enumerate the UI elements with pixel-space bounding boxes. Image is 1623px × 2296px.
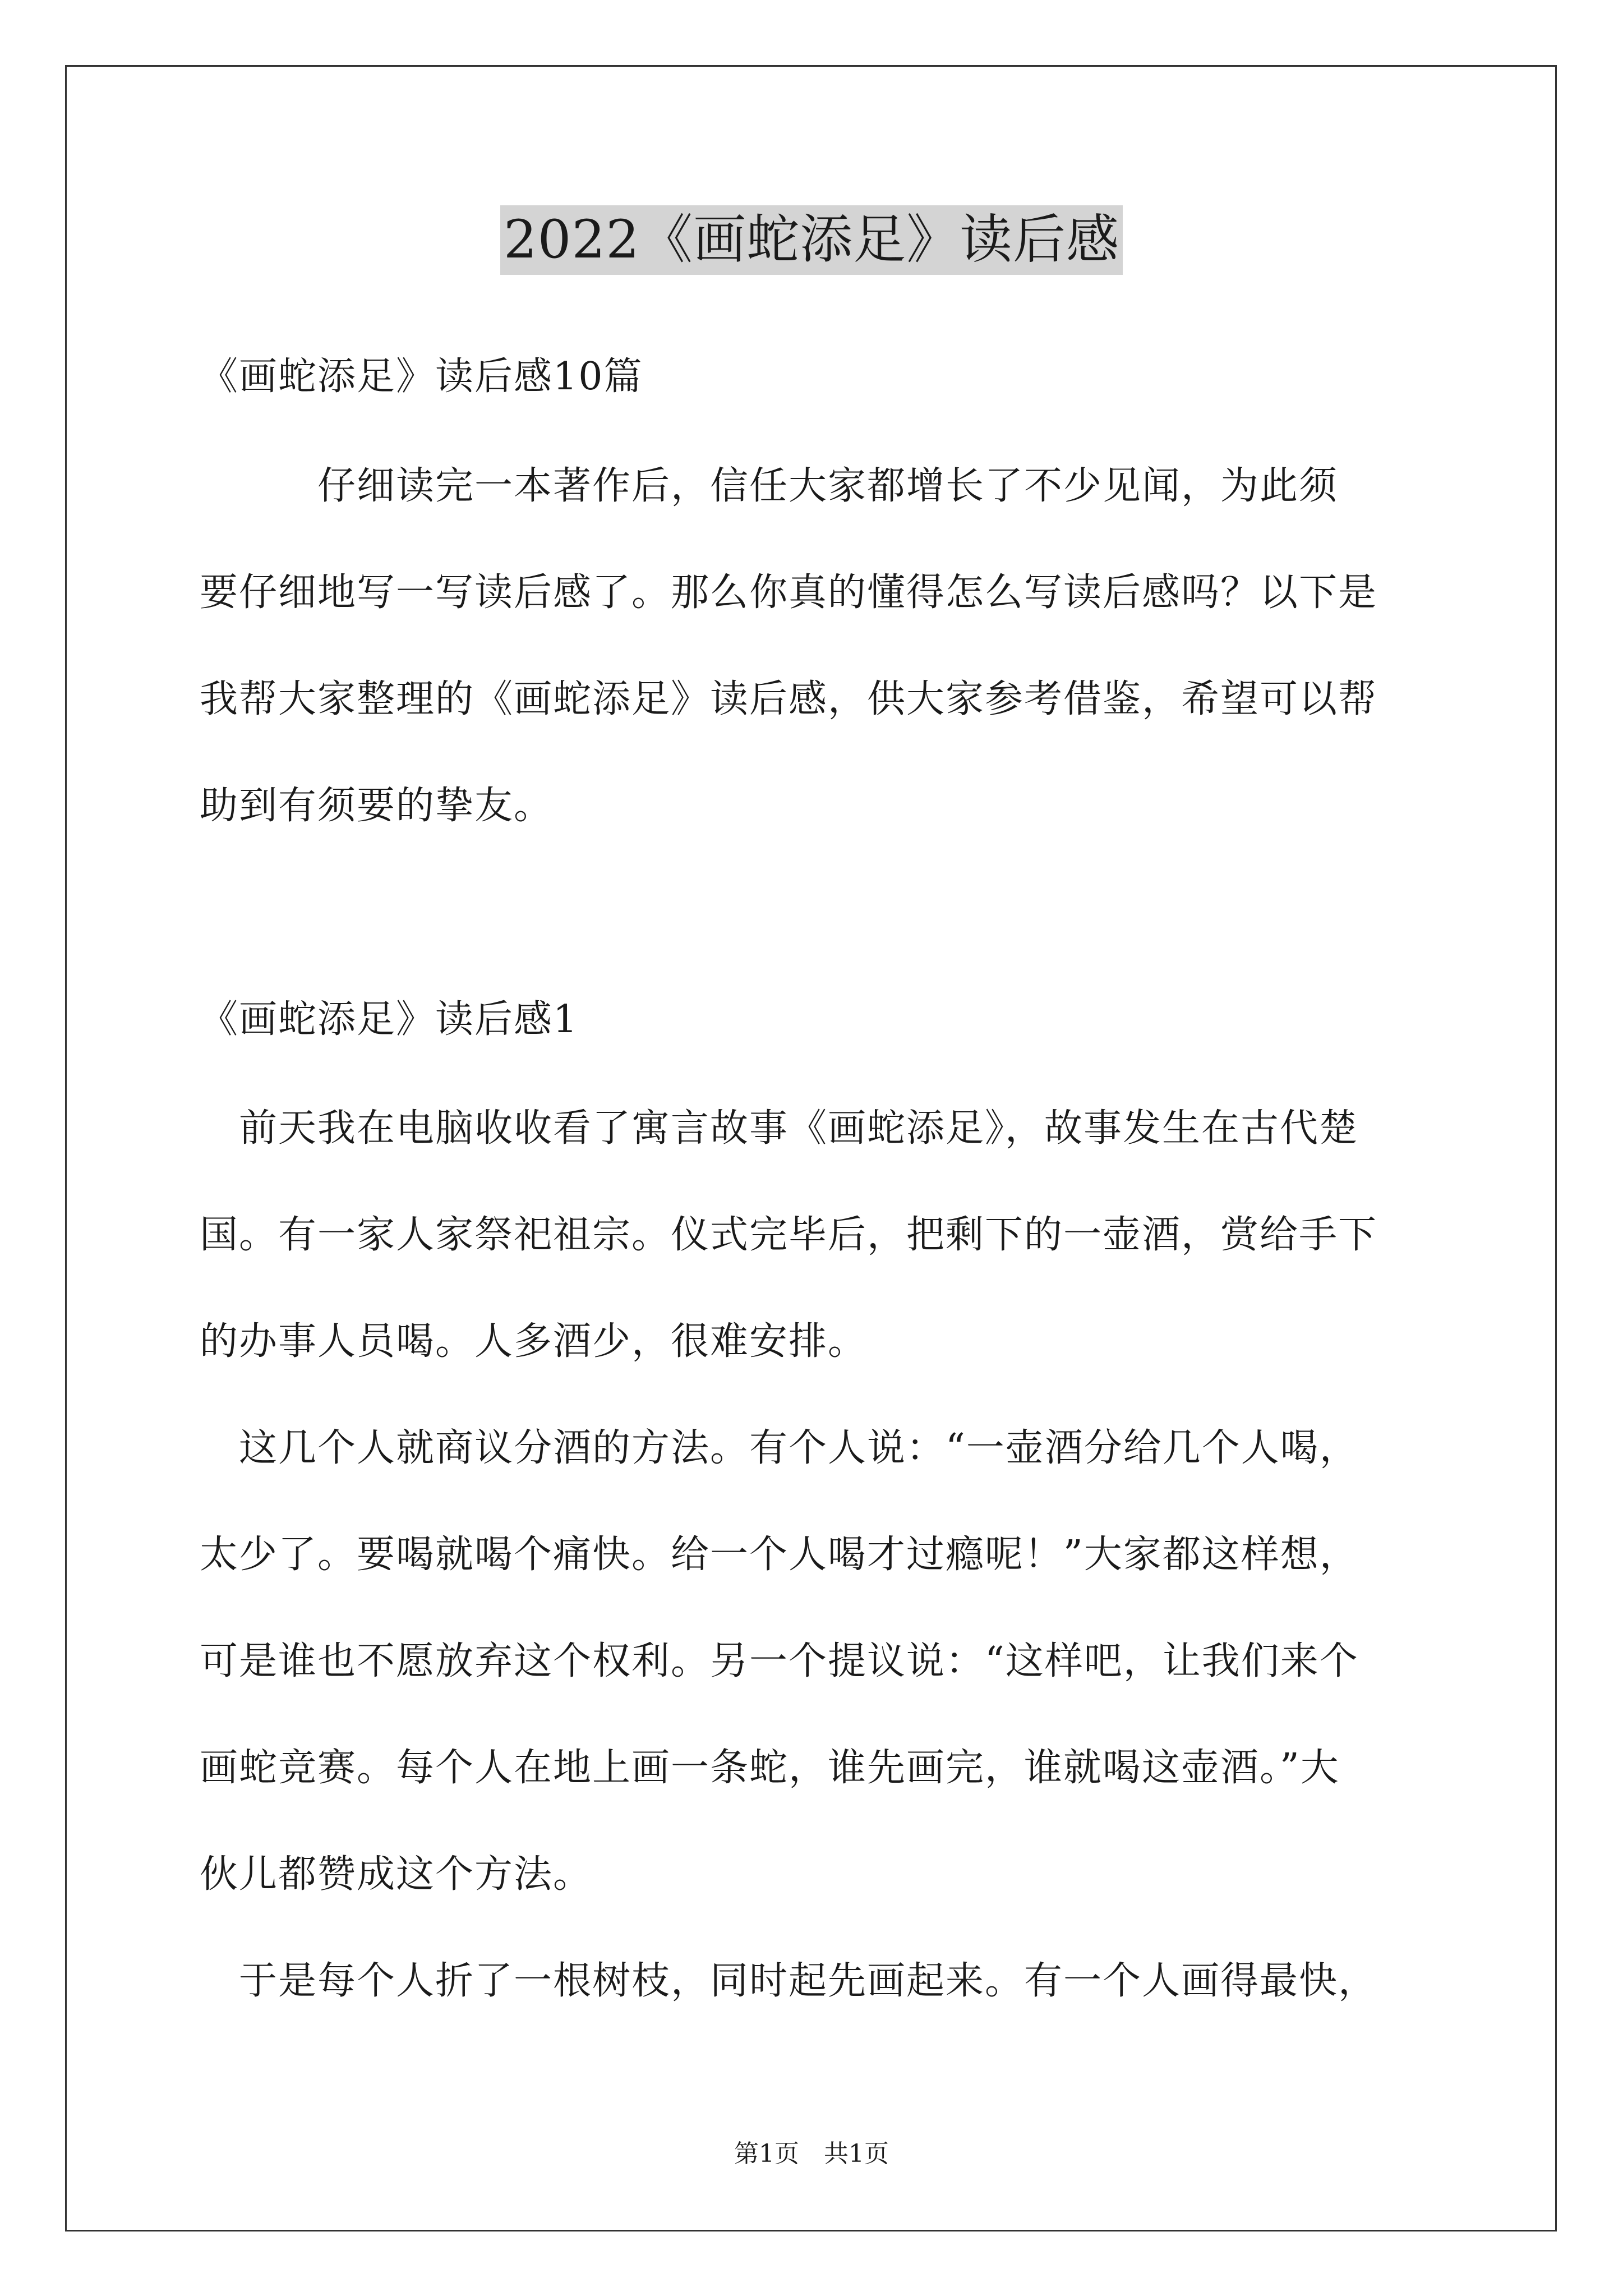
document-subtitle: 《画蛇添足》读后感10篇 bbox=[200, 355, 643, 399]
document-title: 2022《画蛇添足》读后感 bbox=[500, 205, 1123, 275]
title-container bbox=[0, 205, 1623, 275]
intro-line-2: 要仔细地写一写读后感了。那么你真的懂得怎么写读后感吗？以下是 bbox=[200, 570, 1378, 615]
body-line-2: 国。有一家人家祭祀祖宗。仪式完毕后，把剩下的一壶酒，赏给手下 bbox=[200, 1213, 1378, 1257]
page-footer: 第1页 共1页 bbox=[734, 2139, 889, 2168]
body-line-7: 画蛇竞赛。每个人在地上画一条蛇，谁先画完，谁就喝这壶酒。”大 bbox=[200, 1746, 1340, 1790]
intro-line-3: 我帮大家整理的《画蛇添足》读后感，供大家参考借鉴，希望可以帮 bbox=[200, 677, 1378, 721]
body-line-9: 于是每个人折了一根树枝，同时起先画起来。有一个人画得最快， bbox=[200, 1959, 1378, 2003]
body-line-4: 这几个人就商议分酒的方法。有个人说：“一壶酒分给几个人喝， bbox=[200, 1426, 1359, 1470]
body-line-1: 前天我在电脑收收看了寓言故事《画蛇添足》，故事发生在古代楚 bbox=[200, 1106, 1359, 1151]
body-line-6: 可是谁也不愿放弃这个权利。另一个提议说：“这样吧，让我们来个 bbox=[200, 1639, 1359, 1683]
body-line-8: 伙儿都赞成这个方法。 bbox=[200, 1852, 593, 1897]
body-line-3: 的办事人员喝。人多酒少，很难安排。 bbox=[200, 1319, 868, 1364]
intro-line-1: 仔细读完一本著作后，信任大家都增长了不少见闻，为此须 bbox=[200, 464, 1339, 508]
section-heading: 《画蛇添足》读后感1 bbox=[200, 997, 579, 1042]
intro-line-4: 助到有须要的挚友。 bbox=[200, 784, 554, 828]
body-line-5: 太少了。要喝就喝个痛快。给一个人喝才过瘾呢！”大家都这样想， bbox=[200, 1533, 1359, 1577]
